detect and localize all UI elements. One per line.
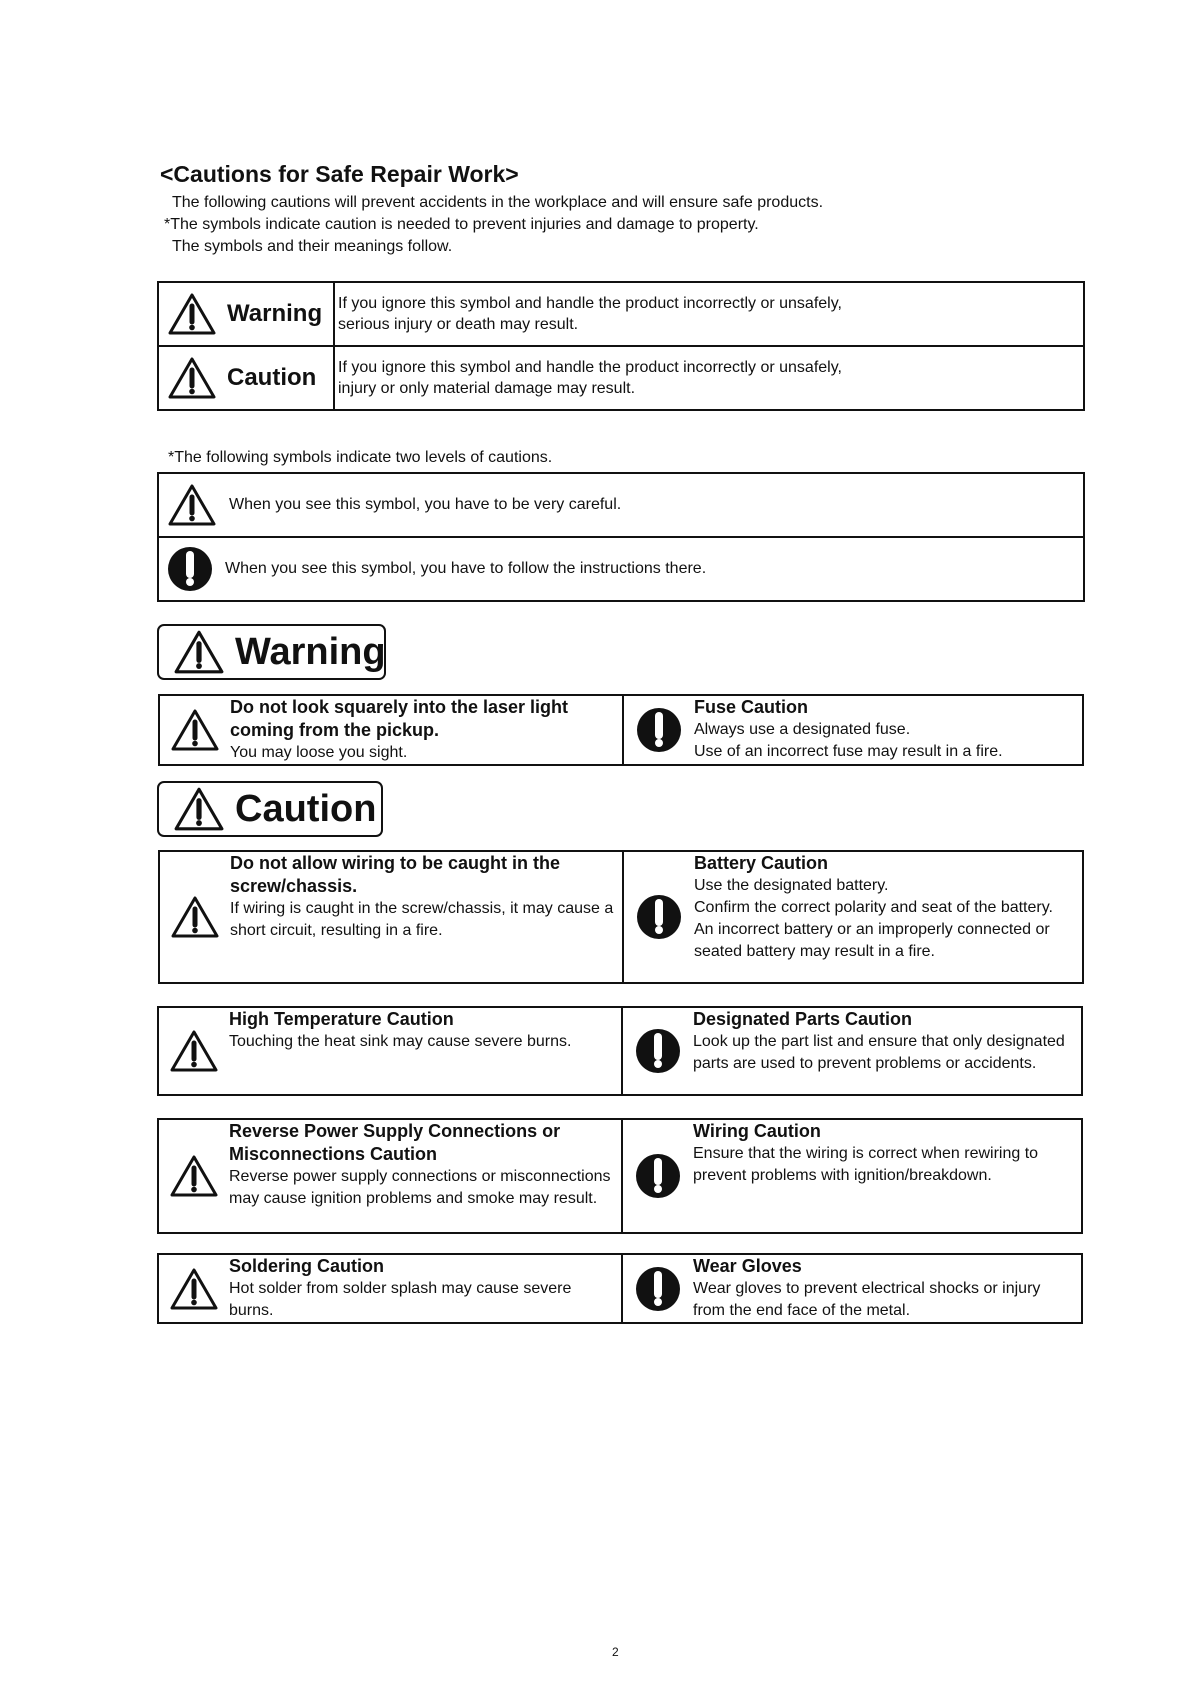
triangle-warning-icon [173,786,225,832]
item-heading: Do not look squarely into the laser light coming from the pickup. [230,697,569,740]
level-row [158,473,1084,537]
warning-banner-label: Warning [235,630,386,673]
item-heading: High Temperature Caution [229,1009,454,1029]
item-text: You may loose you sight. [230,744,408,761]
definition-text: If you ignore this symbol and handle the product incorrectly or unsafely, [338,359,842,376]
definition-text: serious injury or death may result. [338,316,579,333]
exclamation-circle-icon [636,894,682,940]
triangle-warning-icon [167,356,217,400]
page-title: <Cautions for Safe Repair Work> [160,161,519,187]
intro-line: *The symbols indicate caution is needed to prevent injuries and damage to property. [164,216,759,233]
caution-items-table-3 [157,1118,1083,1234]
level-text: When you see this symbol, you have to follow the instructions there. [225,560,707,577]
triangle-warning-icon [167,292,217,336]
item-heading: Soldering Caution [229,1256,384,1276]
levels-note: *The following symbols indicate two levels of cautions. [168,449,553,466]
intro-text [164,192,824,258]
item-heading: Wiring Caution [693,1121,821,1141]
item-text: Ensure that the wiring is correct when rewiring to prevent problems with ignition/breakdown. [693,1145,1039,1184]
definition-row-caution [158,346,1084,410]
symbol-definition-table [157,281,1085,411]
exclamation-circle-icon [635,1153,681,1199]
caution-items-table-4 [157,1253,1083,1324]
intro-line: The following cautions will prevent accidents in the workplace and will ensure safe products. [172,194,824,211]
warning-items-table [158,694,1084,766]
triangle-warning-icon [169,1154,219,1198]
definition-row-warning [158,282,1084,346]
caution-item-wiring-caught [159,851,623,983]
exclamation-circle-icon [167,546,213,592]
triangle-warning-icon [170,895,220,939]
caution-item-gloves [622,1254,1082,1323]
caution-item-designated-parts [622,1007,1082,1095]
intro-line: The symbols and their meanings follow. [172,238,453,255]
item-text: Always use a designated fuse. [694,721,911,738]
item-text: Confirm the correct polarity and seat of the battery. [694,899,1053,916]
definition-text: injury or only material damage may result. [338,380,636,397]
caution-levels-table [157,472,1085,602]
item-text: Look up the part list and ensure that only designated parts are used to prevent problems or accidents. [693,1033,1065,1072]
item-text: An incorrect battery or an improperly connected or seated battery may result in a fire. [694,921,1050,960]
item-text: Reverse power supply connections or misconnections may cause ignition problems and smoke may result. [229,1168,611,1207]
triangle-warning-icon [170,708,220,752]
warning-item-laser [159,695,623,765]
triangle-warning-icon [173,629,225,675]
page-number: 2 [612,1645,619,1659]
triangle-warning-icon [167,483,217,527]
item-heading: Do not allow wiring to be caught in the screw/chassis. [230,853,560,896]
warning-item-fuse [623,695,1083,765]
caution-banner [157,781,383,837]
level-row [158,537,1084,601]
definition-label: Caution [227,364,317,391]
caution-item-high-temperature [158,1007,622,1095]
item-text: Wear gloves to prevent electrical shocks or injury from the end face of the metal. [693,1280,1041,1319]
caution-items-table-1 [158,850,1084,984]
item-text: Touching the heat sink may cause severe burns. [229,1033,572,1050]
caution-items-table-2 [157,1006,1083,1096]
caution-banner-label: Caution [235,787,377,830]
level-text: When you see this symbol, you have to be very careful. [229,496,622,513]
definition-text: If you ignore this symbol and handle the product incorrectly or unsafely, [338,295,842,312]
item-text: Use the designated battery. [694,877,889,894]
definition-label: Warning [227,300,323,327]
caution-item-soldering [158,1254,622,1323]
warning-banner [157,624,386,680]
caution-item-reverse-power [158,1119,622,1233]
exclamation-circle-icon [636,707,682,753]
caution-item-battery [623,851,1083,983]
triangle-warning-icon [169,1029,219,1073]
item-text: If wiring is caught in the screw/chassis, it may cause a short circuit, resulting in a fire. [230,900,614,939]
caution-item-wiring [622,1119,1082,1233]
item-text: Use of an incorrect fuse may result in a fire. [694,743,1003,760]
item-heading: Fuse Caution [694,697,809,717]
item-heading: Wear Gloves [693,1256,802,1276]
exclamation-circle-icon [635,1266,681,1312]
item-heading: Designated Parts Caution [693,1009,913,1029]
item-text: Hot solder from solder splash may cause severe burns. [229,1280,572,1319]
item-heading: Battery Caution [694,853,829,873]
triangle-warning-icon [169,1267,219,1311]
item-heading: Reverse Power Supply Connections or Misconnections Caution [229,1121,561,1164]
exclamation-circle-icon [635,1028,681,1074]
